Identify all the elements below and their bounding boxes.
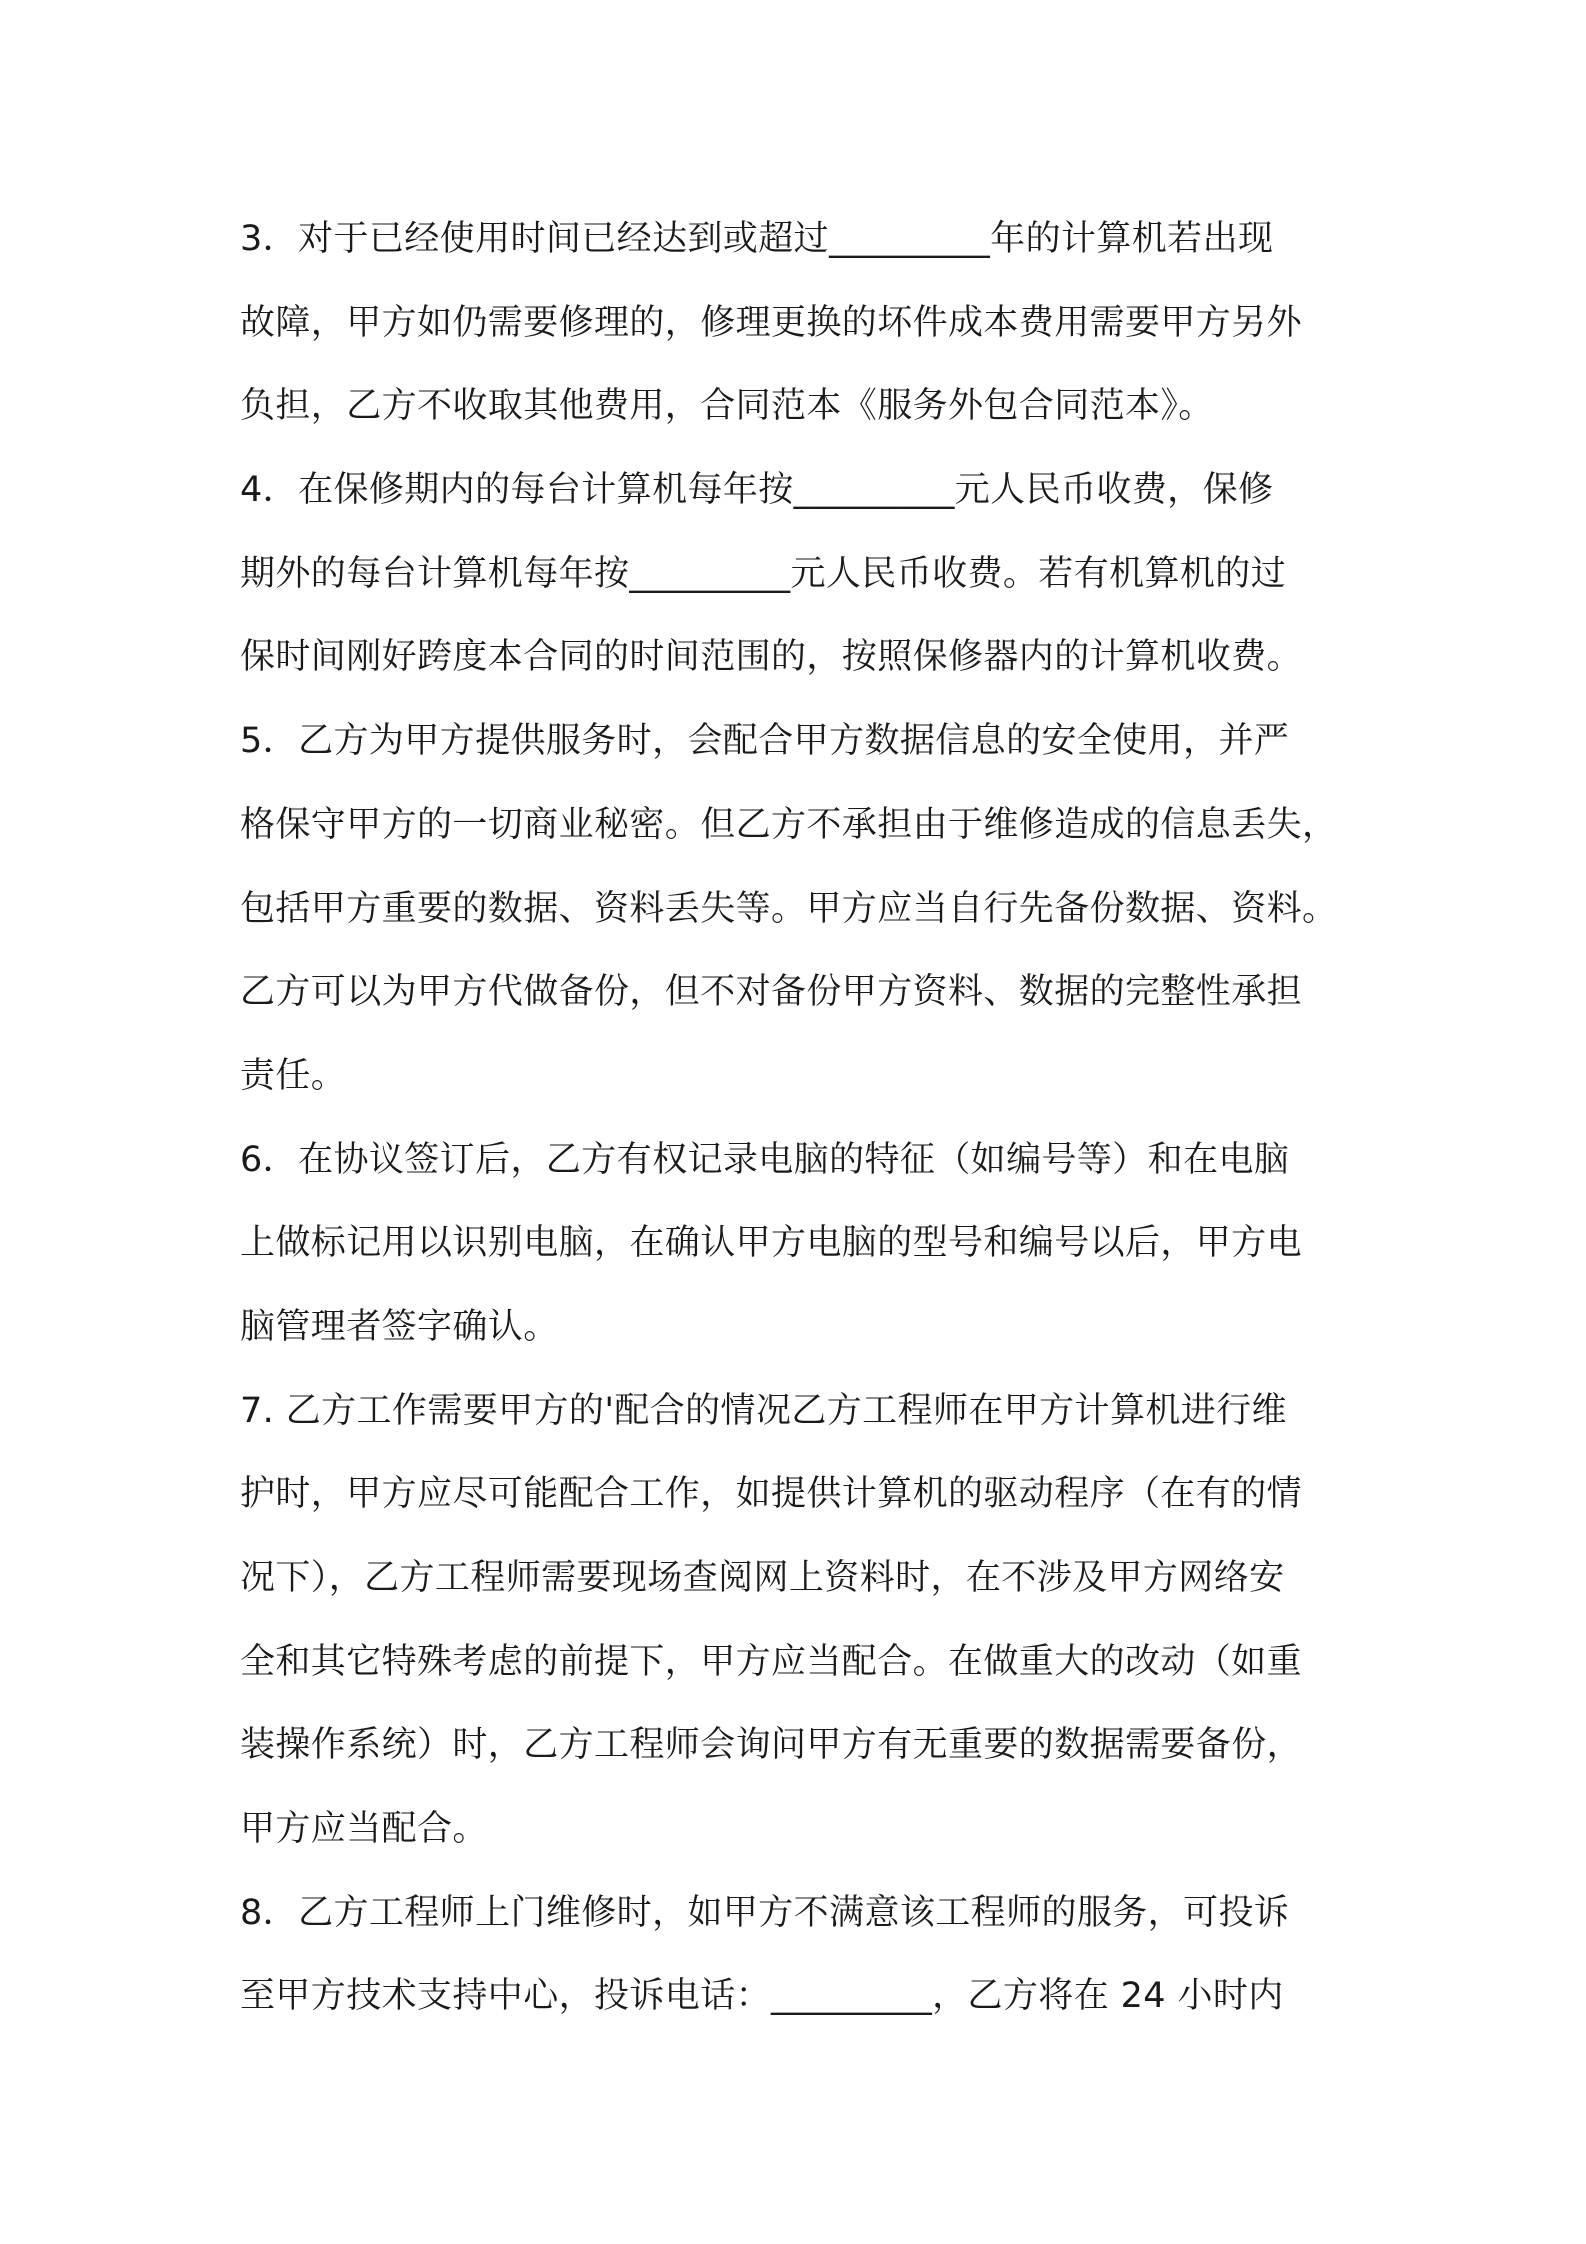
text-line-10: 乙方可以为甲方代做备份，但不对备份甲方资料、数据的完整性承担 (240, 972, 1303, 1013)
text-line-12: 6．在协议签订后，乙方有权记录电脑的特征（如编号等）和在电脑 (240, 1139, 1290, 1180)
text-line-8: 格保守甲方的一切商业秘密。但乙方不承担由于维修造成的信息丢失， (240, 804, 1338, 845)
text-line-6: 保时间刚好跨度本合同的时间范围的，按照保修器内的计算机收费。 (240, 637, 1303, 678)
text-line-22: 至甲方技术支持中心，投诉电话：_________，乙方将在 24 小时内 (240, 1976, 1284, 2017)
text-line-4: 4．在保修期内的每台计算机每年按_________元人民币收费，保修 (240, 470, 1274, 511)
text-line-13: 上做标记用以识别电脑，在确认甲方电脑的型号和编号以后，甲方电 (240, 1223, 1303, 1264)
text-line-20: 甲方应当配合。 (240, 1809, 488, 1850)
text-line-7: 5．乙方为甲方提供服务时，会配合甲方数据信息的安全使用，并严 (240, 721, 1290, 762)
text-line-1: 3．对于已经使用时间已经达到或超过_________年的计算机若出现 (240, 219, 1274, 259)
contract-text (240, 198, 1360, 2039)
text-line-14: 脑管理者签字确认。 (240, 1306, 559, 1347)
text-line-15: 7. 乙方工作需要甲方的'配合的情况乙方工程师在甲方计算机进行维 (240, 1390, 1287, 1431)
text-line-3: 负担，乙方不收取其他费用，合同范本《服务外包合同范本》。 (240, 386, 1214, 427)
text-line-9: 包括甲方重要的数据、资料丢失等。甲方应当自行先备份数据、资料。 (240, 888, 1338, 929)
text-line-18: 全和其它特殊考虑的前提下，甲方应当配合。在做重大的改动（如重 (240, 1641, 1303, 1682)
text-line-2: 故障，甲方如仍需要修理的，修理更换的坏件成本费用需要甲方另外 (240, 302, 1303, 343)
text-line-17: 况下），乙方工程师需要现场查阅网上资料时，在不涉及甲方网络安 (240, 1558, 1285, 1598)
text-line-16: 护时，甲方应尽可能配合工作，如提供计算机的驱动程序（在有的情 (240, 1474, 1303, 1515)
text-line-5: 期外的每台计算机每年按_________元人民币收费。若有机算机的过 (240, 553, 1287, 594)
text-line-11: 责任。 (240, 1055, 347, 1096)
text-line-21: 8．乙方工程师上门维修时，如甲方不满意该工程师的服务，可投诉 (240, 1892, 1290, 1933)
text-line-19: 装操作系统）时，乙方工程师会询问甲方有无重要的数据需要备份， (240, 1725, 1303, 1766)
